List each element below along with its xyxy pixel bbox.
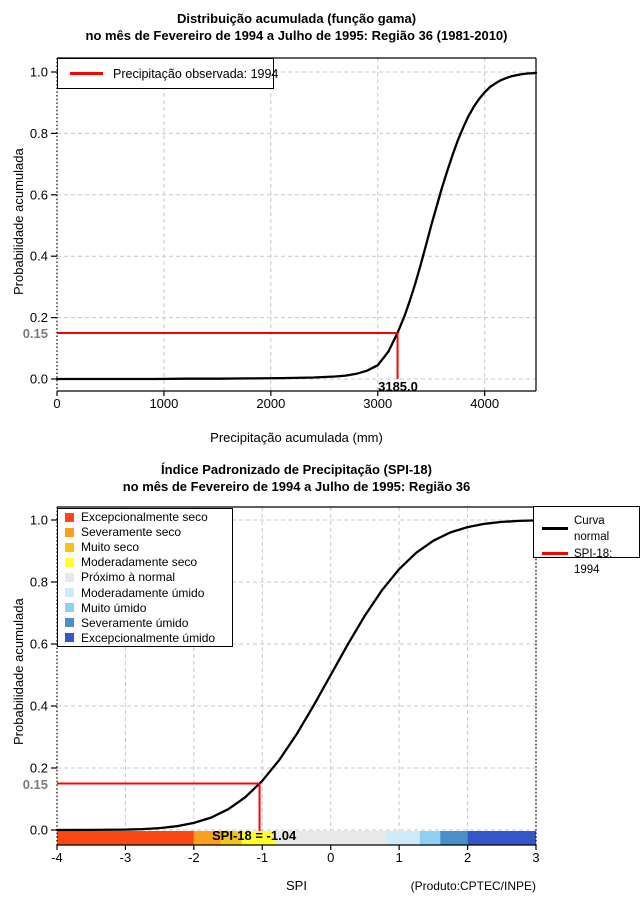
chart1-title: Distribuição acumulada (função gama) — [176, 11, 417, 26]
legend-item-label: Muito úmido — [81, 600, 147, 615]
observed-legend-swatch — [70, 72, 103, 75]
x-tick-label: 3 — [532, 850, 540, 865]
chart1-legend — [57, 58, 279, 89]
legend-item — [65, 601, 232, 615]
legend-item — [65, 555, 232, 569]
spi-line-legend-label: SPI-18: 1994 — [574, 548, 613, 576]
y-tick-label: 0.2 — [29, 760, 48, 776]
legend-item — [65, 570, 232, 584]
colorbar-segment — [468, 831, 536, 845]
category-color-swatch — [65, 558, 74, 567]
chart2-line-legend — [533, 506, 640, 576]
x-tick-label: -4 — [51, 850, 63, 865]
chart2-title: Índice Padronizado de Precipitação (SPI-18) — [161, 462, 432, 477]
legend-item — [65, 631, 232, 645]
category-color-swatch — [65, 618, 74, 627]
normal-curve-legend-swatch — [542, 527, 568, 530]
y-tick-label: 0.6 — [29, 187, 48, 203]
colorbar-segment — [57, 831, 194, 845]
category-color-swatch — [65, 513, 74, 522]
y-tick-label: 0.2 — [29, 310, 48, 326]
x-tick-label: -3 — [119, 850, 132, 865]
legend-item-label: Excepcionalmente úmido — [81, 630, 216, 645]
normal-curve-legend-label: Curva normal — [574, 515, 610, 543]
chart1-y-axis-title: Probabilidade acumulada — [11, 148, 26, 295]
colorbar-segment — [385, 831, 419, 845]
x-tick-label: 2000 — [256, 396, 286, 411]
legend-item-label: Moderadamente úmido — [81, 585, 205, 600]
colorbar-segment — [420, 831, 441, 845]
legend-item — [65, 525, 232, 539]
legend-item-label: Excepcionalmente seco — [81, 510, 208, 525]
y-tick-label: 0.8 — [29, 574, 48, 590]
spi-category-legend — [57, 508, 233, 647]
legend-item — [65, 510, 232, 524]
category-color-swatch — [65, 543, 74, 552]
y-tick-label: 1.0 — [29, 64, 48, 80]
chart2-x-axis-title: SPI — [286, 878, 307, 893]
category-color-swatch — [65, 573, 74, 582]
chart1-x-axis-title: Precipitação acumulada (mm) — [210, 430, 383, 445]
y-tick-label: 0.6 — [29, 636, 48, 652]
x-tick-label: -2 — [188, 850, 200, 865]
chart2-prob-marker-label: 0.15 — [22, 777, 48, 792]
x-tick-label: 0 — [327, 850, 335, 865]
spi-line-legend-swatch — [542, 552, 568, 555]
legend-item — [65, 586, 232, 600]
category-color-swatch — [65, 633, 74, 642]
legend-item — [65, 540, 232, 554]
chart1-observed-value-label: 3185.0 — [378, 379, 418, 394]
x-tick-label: 4000 — [470, 396, 500, 411]
legend-item-label: Severamente úmido — [81, 615, 189, 630]
legend-item-label: Muito seco — [81, 540, 140, 555]
x-tick-label: 2 — [463, 850, 472, 865]
x-tick-label: -1 — [256, 850, 269, 865]
y-tick-label: 0.4 — [29, 248, 48, 264]
legend-item-label: Moderadamente seco — [81, 555, 198, 570]
x-tick-label: 1000 — [149, 396, 179, 411]
legend-item-label: Severamente seco — [81, 525, 182, 540]
category-color-swatch — [65, 603, 74, 612]
chart2-y-axis-title: Probabilidade acumulada — [11, 598, 26, 745]
x-tick-label: 3000 — [363, 396, 393, 411]
colorbar-segment — [440, 831, 467, 845]
y-tick-label: 0.0 — [29, 822, 48, 838]
y-tick-label: 0.4 — [29, 698, 48, 714]
observed-legend-label: Precipitação observada: 1994 — [113, 66, 279, 81]
chart2-subtitle: no mês de Fevereiro de 1994 a Julho de 1995: Região 36 — [122, 479, 471, 494]
chart1-prob-marker-label: 0.15 — [22, 326, 48, 341]
product-credit: (Produto:CPTEC/INPE) — [410, 879, 536, 893]
category-color-swatch — [65, 588, 74, 597]
chart1-subtitle: no mês de Fevereiro de 1994 a Julho de 1995: Região 36 (1981-2010) — [85, 28, 508, 43]
legend-item — [65, 616, 232, 630]
legend-item-label: Próximo à normal — [81, 570, 176, 585]
x-tick-label: 1 — [395, 850, 403, 865]
x-tick-label: 0 — [53, 396, 61, 411]
category-color-swatch — [65, 528, 74, 537]
y-tick-label: 0.8 — [29, 125, 48, 141]
y-tick-label: 1.0 — [29, 512, 48, 528]
y-tick-label: 0.0 — [29, 371, 48, 387]
spi-value-label: SPI-18 = -1.04 — [212, 828, 297, 843]
